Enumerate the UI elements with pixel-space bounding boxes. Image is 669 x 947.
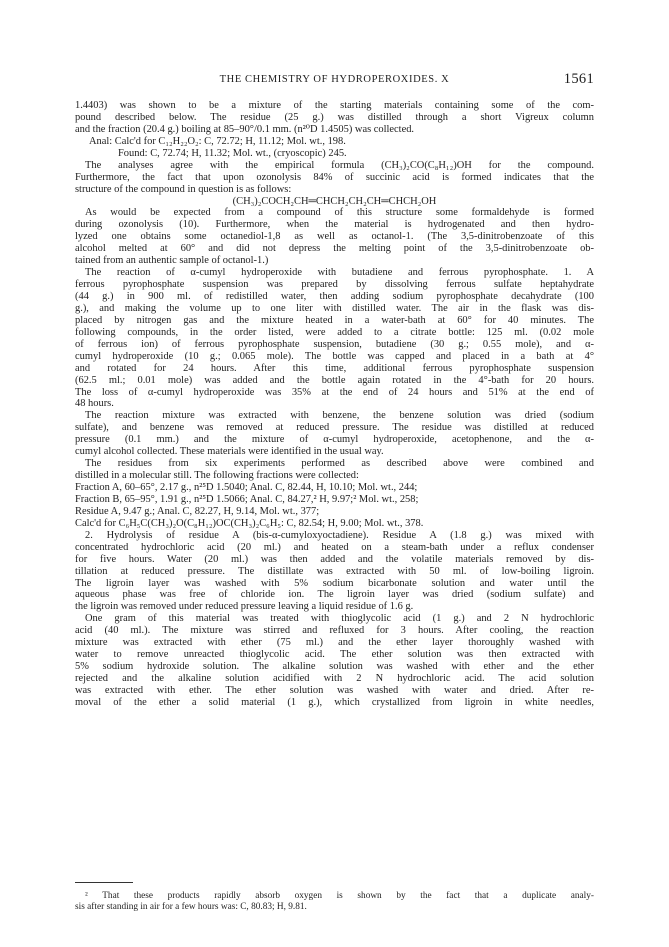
section-heading-line: The reaction of α-cumyl hydroperoxide with butadiene and ferrous pyrophosphate. 1. A: [85, 267, 594, 279]
body-line: distilled in a molecular still. The following fractions were collected:: [75, 470, 359, 482]
body-line: aqueous phase was free of chloride ion. The ligroin layer was dried (sodium sulfate) and: [75, 589, 594, 601]
body-line: following compounds, in the order listed, were added to a citrate bottle: 125 ml. (0.02 mole: [75, 326, 594, 338]
fraction-line: Fraction A, 60–65°, 2.17 g., n²⁵D 1.5040; Anal. C, 82.44, H, 10.10; Mol. wt., 244;: [75, 482, 418, 493]
body-line: lyzed one obtains some octanediol-1,8 as well as octanol-1. (The 3,5-dinitrobenzoate of this: [75, 231, 594, 243]
body-line: structure of the compound in question is as follows:: [75, 183, 292, 195]
body-line: cumyl hydroperoxide (10 g.; 0.065 mole). The bottle was capped and placed in a bath at 4°: [75, 350, 594, 362]
footnote-rule: [75, 882, 133, 883]
body-line: tained from an authentic sample of octanol-1.): [75, 255, 269, 267]
body-line: pound described below. The residue (25 g.) was distilled through a short Vigreux column: [75, 111, 594, 123]
body-line: The reaction mixture was extracted with benzene, the benzene solution was dried (sodium: [85, 410, 594, 422]
body-line: moval of the ether a solid material (1 g.), which crystallized from ligroin in white needles,: [75, 696, 594, 708]
body-line: Found: C, 72.74; H, 11.32; Mol. wt., (cryoscopic) 245.: [118, 147, 347, 159]
body-line: The loss of α-cumyl hydroperoxide was 35% at the end of 24 hours and 51% at the end of: [75, 386, 594, 398]
running-head: THE CHEMISTRY OF HYDROPEROXIDES. X: [219, 74, 450, 85]
body-line: sulfate), and benzene was removed at reduced pressure. The residue was distilled at reduced: [75, 422, 594, 434]
body-line: 48 hours.: [75, 398, 114, 410]
body-line: ferrous pyrophosphate suspension was prepared by dissolving ferrous sulfate heptahydrate: [75, 279, 594, 291]
body-line: for five hours. Water (20 ml.) was then added and the volatile materials removed by dis-: [75, 553, 594, 565]
body-line: concentrated hydrochloric acid (20 ml.) and heated on a steam-bath under a reflux condenser: [75, 541, 594, 553]
body-line: mixture was extracted with ether (75 ml.) and the ether layer thoroughly washed with: [75, 637, 594, 649]
fraction-line: Fraction B, 65–95°, 1.91 g., n²⁵D 1.5066; Anal. C, 84.27,² H, 9.97;² Mol. wt., 258;: [75, 493, 419, 505]
body-line: during ozonolysis (10). Furthermore, when the material is hydrogenated and then hydro-: [75, 219, 594, 231]
body-line: (44 g.) in 900 ml. of redistilled water, then adding sodium pyrophosphate decahydrate (100: [75, 291, 594, 302]
body-line: 1.4403) was shown to be a mixture of the starting materials containing some of the com-: [75, 100, 594, 111]
footnote: [75, 891, 594, 913]
body-text: [75, 100, 594, 709]
body-line: Furthermore, the fact that upon ozonolysis 84% of succinic acid is formed indicates that the: [75, 171, 594, 183]
body-line: One gram of this material was treated with thioglycolic acid (1 g.) and 2 N hydrochloric: [85, 613, 594, 625]
body-line: was extracted with ether. The ether solution was washed with water and dried. After re-: [75, 684, 594, 696]
body-line: As would be expected from a compound of this structure some formaldehyde is formed: [85, 207, 594, 219]
body-line: (62.5 ml.; 0.01 mole) was added and the bottle again rotated in the 4°-bath for 20 hours.: [75, 374, 594, 386]
body-line: cumyl alcohol collected. These materials were identified in the usual way.: [75, 446, 384, 458]
body-line: rejected and the alkaline solution acidified with 2 N hydrochloric acid. The acid solution: [75, 673, 594, 684]
fraction-line: Residue A, 9.47 g.; Anal. C, 82.27, H, 9.14, Mol. wt., 377;: [75, 505, 320, 517]
body-line: of ferrous ion) of ferrous pyrophosphate suspension, butadiene (30 g.; 0.55 mole), and α-: [75, 338, 594, 350]
body-line: pressure (0.1 mm.) and the mixture of α-cumyl hydroperoxide, acetophenone, and the α-: [75, 434, 594, 446]
footnote-line: sis after standing in air for a few hours was: C, 80.83; H, 9.81.: [75, 902, 307, 912]
body-line: The ligroin layer was washed with 5% sodium bicarbonate solution and water until the: [75, 577, 594, 589]
body-line: The residues from six experiments performed as described above were combined and: [85, 458, 594, 470]
body-line: The analyses agree with the empirical formula (CH₃)₂CO(C₈H₁₂)OH for the compound.: [85, 159, 594, 171]
body-line: the ligroin was removed under reduced pressure leaving a liquid residue of 1.6 g.: [75, 601, 414, 613]
body-line: and rotated for 24 hours. After this time, additional ferrous pyrophosphate suspension: [75, 362, 594, 374]
body-line: alcohol melted at 60° and did not depress the melting point of the 3,5-dinitrobenzoate ob-: [75, 243, 594, 255]
body-line: and the fraction (20.4 g.) boiling at 85–90°/0.1 mm. (n²⁰D 1.4505) was collected.: [75, 123, 415, 135]
page-number: 1561: [563, 71, 594, 87]
fraction-line: Calc'd for C₆H₅C(CH₃)₂O(C₈H₁₂)OC(CH₃)₂C₆H₅: C, 82.54; H, 9.00; Mol. wt., 378.: [75, 517, 424, 529]
footnote-line: ² That these products rapidly absorb oxygen is shown by the fact that a duplicate analy-: [85, 891, 594, 901]
section-heading-line: 2. Hydrolysis of residue A (bis-α-cumyloxyoctadiene). Residue A (1.8 g.) was mixed with: [85, 529, 594, 541]
body-line: 5% sodium hydroxide solution. The alkaline solution was washed with ether and the ether: [75, 661, 594, 673]
body-line: Anal: Calc'd for C₁₂H₂₂O₂: C, 72.72; H, 11.12; Mol. wt., 198.: [89, 135, 346, 147]
body-line: acid (40 ml.). The mixture was stirred and refluxed for 3 hours. After cooling, the reaction: [75, 625, 594, 637]
body-line: tillation at reduced pressure. The distillate was extracted with 50 ml. of low-boiling ligroin.: [75, 565, 594, 577]
body-line: water to remove unreacted thioglycolic acid. The ether solution was then extracted with: [75, 649, 594, 661]
structural-formula: (CH₃)₂COCH₂CH═CHCH₂CH₂CH═CHCH₂OH: [232, 195, 437, 207]
body-line: g.), and making the volume up to one liter with distilled water. The air in the flask was dis-: [75, 302, 594, 314]
body-line: placed by nitrogen gas and the mixture heated in a water-bath at 60° for 40 minutes. The: [75, 314, 594, 326]
page-header: [75, 73, 594, 89]
